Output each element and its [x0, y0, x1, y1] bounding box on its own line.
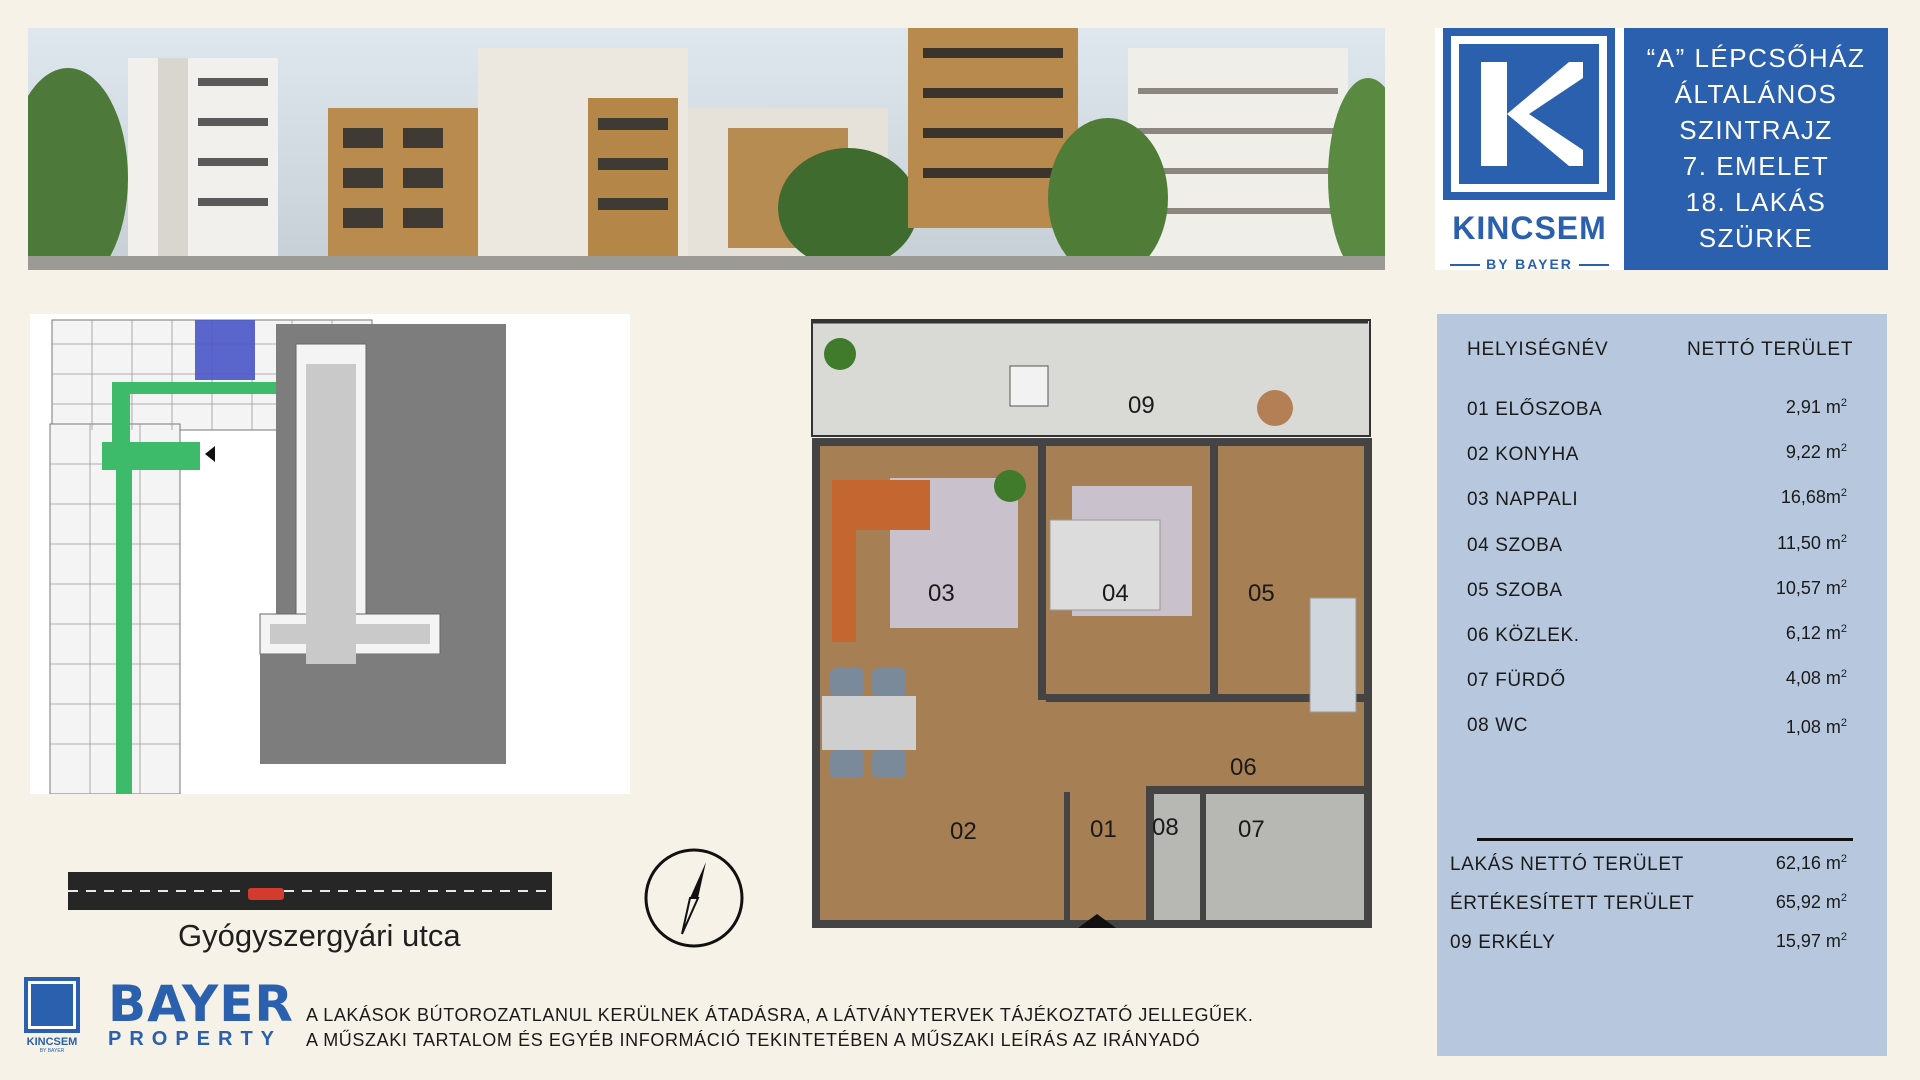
k-letter-icon: [1459, 44, 1599, 184]
room-label-01: 01: [1090, 816, 1117, 843]
room-label-04: 04: [1102, 580, 1129, 607]
room-area: 11,50 $m^2$: [1777, 533, 1847, 553]
area-table: [1437, 314, 1887, 1056]
room-area: $16,68m^2$: [1780, 487, 1847, 507]
room-label-06: 06: [1230, 754, 1257, 781]
room-area: 6,12 $m^2$: [1785, 623, 1847, 643]
brand-subtitle: [1435, 256, 1624, 272]
room-label-08: 08: [1152, 814, 1179, 841]
room-label-05: 05: [1248, 580, 1275, 607]
room-label-03: 03: [928, 580, 955, 607]
hero-rendering-banner: [28, 28, 1385, 270]
title-line: ÁLTALÁNOS: [1674, 79, 1838, 109]
room-name-header: HELYISÉGNÉV: [1467, 339, 1609, 360]
room-area: 10,57 $m^2$: [1775, 578, 1847, 598]
bayer-sub: PROPERTY: [108, 1028, 283, 1050]
kincsem-small-sub: BY BAYER: [39, 1048, 65, 1054]
site-plan: [30, 314, 630, 794]
compass-icon: [642, 846, 746, 950]
room-area: 1,08 $m^2$: [1785, 717, 1847, 737]
total-area: 62,16 $m^2$: [1775, 853, 1847, 873]
title-line: “A” LÉPCSŐHÁZ: [1646, 43, 1866, 73]
disclaimer-line: A LAKÁSOK BÚTOROZATLANUL KERÜLNEK ÁTADÁSRA, A LÁTVÁNYTERVEK TÁJÉKOZTATÓ JELLEGŰEK.: [306, 1005, 1254, 1025]
street-strip: [68, 872, 552, 910]
title-line: 18. LAKÁS: [1685, 187, 1827, 217]
bayer-property-logo: [108, 975, 294, 1050]
room-name: 01 ELŐSZOBA: [1467, 399, 1603, 420]
room-name: 05 SZOBA: [1467, 580, 1563, 601]
room-name: 04 SZOBA: [1467, 535, 1563, 556]
area-header: NETTÓ TERÜLET: [1687, 339, 1854, 360]
room-name: 07 FÜRDŐ: [1467, 670, 1566, 691]
car-icon: [248, 888, 284, 900]
room-label-02: 02: [950, 818, 977, 845]
room-area: 4,08 $m^2$: [1785, 668, 1847, 688]
title-line: SZÜRKE: [1698, 223, 1814, 253]
room-label-07: 07: [1238, 816, 1265, 843]
total-divider: [1477, 838, 1853, 841]
room-area: 2,91 $m^2$: [1785, 397, 1847, 417]
brand-name: KINCSEM: [1452, 210, 1607, 246]
kincsem-small-logo: [24, 977, 80, 1055]
kincsem-logo-mark: [1443, 28, 1615, 200]
brand-subtitle-text: BY BAYER: [1486, 256, 1573, 272]
kincsem-logo: [1435, 28, 1624, 270]
total-name: 09 ERKÉLY: [1450, 932, 1556, 953]
total-area: 15,97 $m^2$: [1775, 931, 1847, 951]
kincsem-small-name: KINCSEM: [26, 1036, 78, 1048]
apartment-title-box: [1624, 28, 1888, 270]
room-name: 06 KÖZLEK.: [1467, 625, 1580, 646]
bayer-word: BAYER: [108, 975, 294, 1033]
room-name: 03 NAPPALI: [1467, 489, 1579, 510]
total-name: ÉRTÉKESÍTETT TERÜLET: [1450, 893, 1695, 914]
disclaimer-line: A MŰSZAKI TARTALOM ÉS EGYÉB INFORMÁCIÓ TEKINTETÉBEN A MŰSZAKI LEÍRÁS AZ IRÁNYADÓ: [306, 1030, 1201, 1050]
street-name: Gyógyszergyári utca: [178, 918, 461, 953]
room-label-09: 09: [1128, 392, 1155, 419]
total-area: 65,92 $m^2$: [1775, 892, 1847, 912]
room-area: 9,22 $m^2$: [1785, 442, 1847, 462]
total-name: LAKÁS NETTÓ TERÜLET: [1450, 854, 1684, 875]
title-line: 7. EMELET: [1682, 151, 1830, 181]
room-name: 08 WC: [1467, 715, 1529, 736]
title-line: SZINTRAJZ: [1679, 115, 1833, 145]
floor-plan: [810, 318, 1374, 930]
room-name: 02 KONYHA: [1467, 444, 1580, 465]
